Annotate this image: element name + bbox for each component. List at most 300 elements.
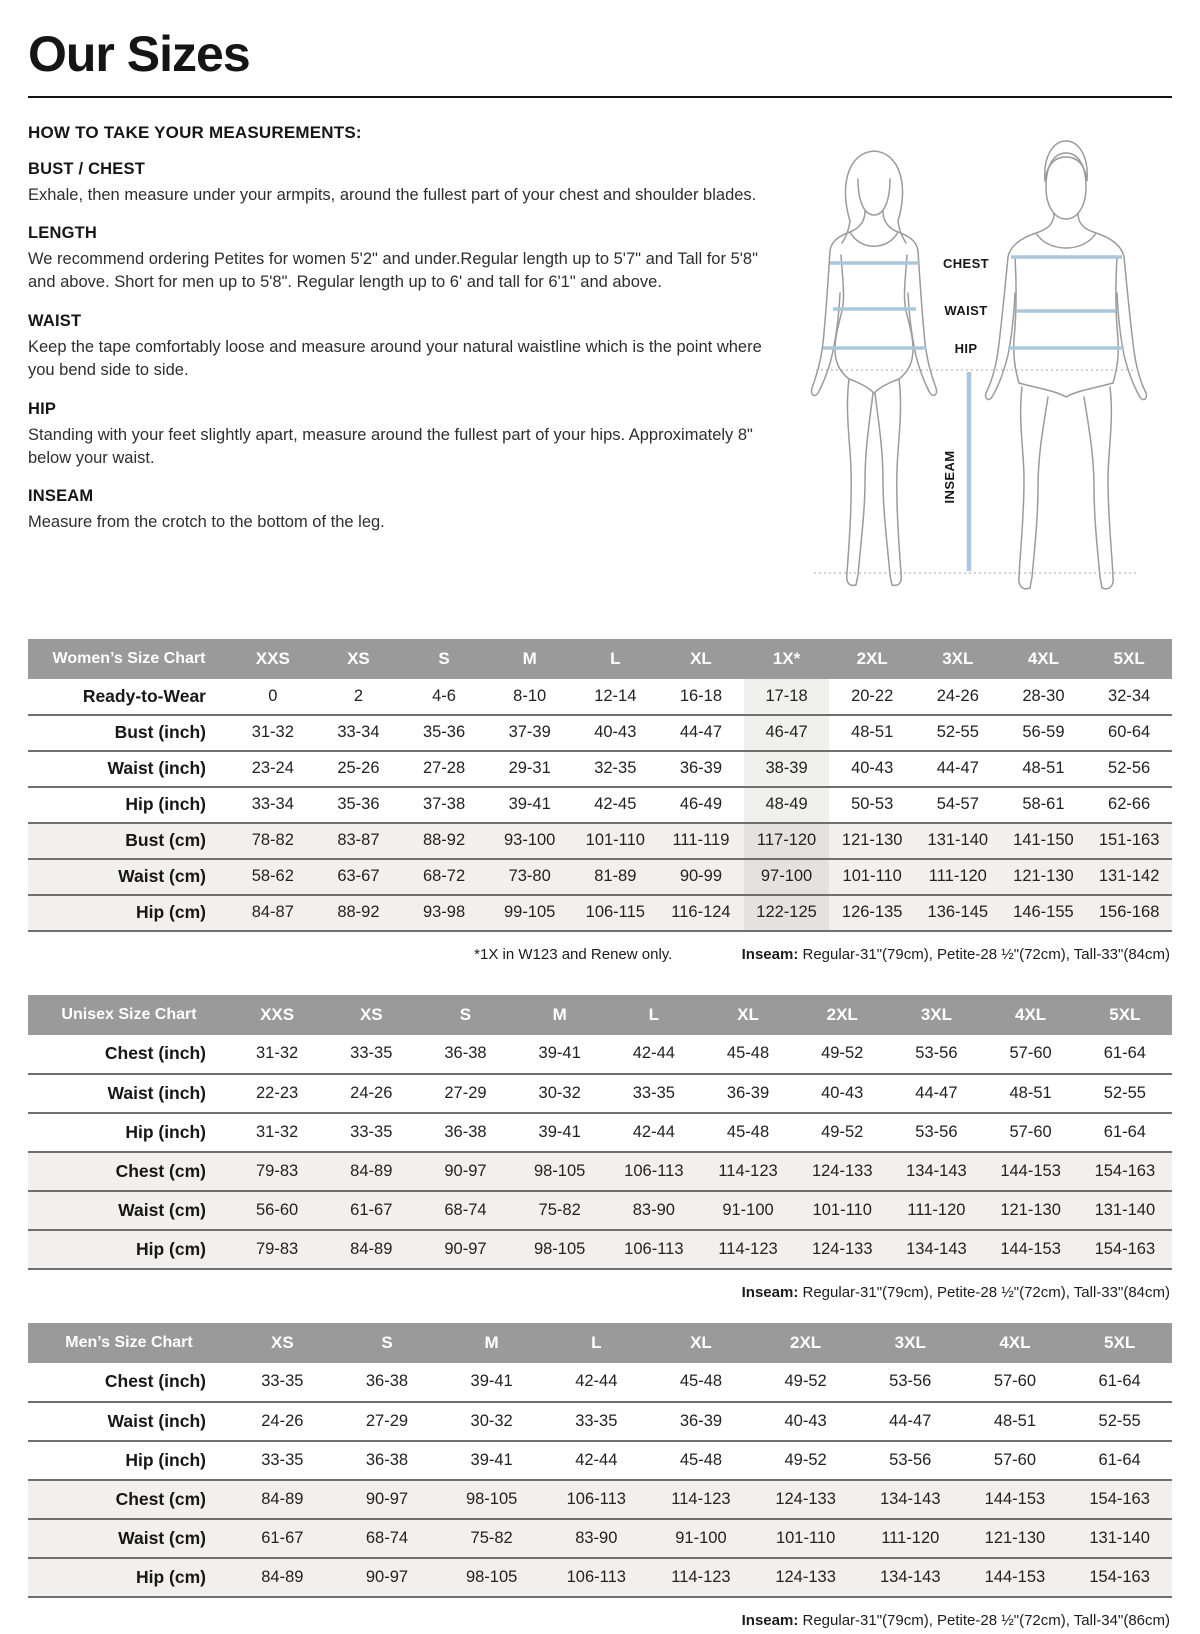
size-cell: 121-130 bbox=[841, 831, 903, 849]
size-cell: 54-57 bbox=[936, 795, 979, 813]
size-cell: 83-87 bbox=[337, 831, 380, 849]
size-cell: 40-43 bbox=[821, 1083, 864, 1102]
inseam-note-text: Regular-31"(79cm), Petite-28 ½"(72cm), Tall-33"(84cm) bbox=[798, 1283, 1170, 1301]
size-cell: 8-10 bbox=[513, 686, 547, 705]
size-cell: 33-35 bbox=[350, 1122, 393, 1141]
column-header: 2XL bbox=[753, 1323, 858, 1363]
size-cell: 36-38 bbox=[365, 1450, 409, 1469]
male-figure bbox=[986, 141, 1147, 589]
size-cell: 53-56 bbox=[915, 1122, 958, 1141]
column-header: L bbox=[607, 995, 701, 1035]
size-cell: 124-133 bbox=[775, 1489, 836, 1508]
size-cell: 106-113 bbox=[566, 1567, 626, 1586]
size-cell: 31-32 bbox=[251, 723, 294, 741]
instructions-column bbox=[28, 123, 770, 535]
mens-size-chart bbox=[28, 1323, 1172, 1598]
column-header: 5XL bbox=[1086, 639, 1172, 679]
table-row bbox=[28, 895, 1172, 931]
column-header: XL bbox=[649, 1323, 754, 1363]
size-cell: 111-120 bbox=[881, 1528, 940, 1547]
mens-table-notes bbox=[28, 1612, 1172, 1634]
column-header: S bbox=[335, 1323, 440, 1363]
mens-inseam-note bbox=[742, 1612, 1170, 1629]
size-cell: 83-90 bbox=[632, 1200, 675, 1219]
size-cell: 124-133 bbox=[775, 1567, 836, 1586]
size-cell: 25-26 bbox=[337, 759, 380, 777]
column-header: 4XL bbox=[963, 1323, 1068, 1363]
section-title-bust-chest: BUST / CHEST bbox=[28, 159, 145, 178]
size-cell: 91-100 bbox=[722, 1200, 774, 1219]
size-cell: 16-18 bbox=[679, 686, 723, 705]
section-title-length: LENGTH bbox=[28, 223, 98, 242]
section-title-inseam: INSEAM bbox=[28, 487, 94, 506]
column-header: S bbox=[401, 639, 487, 679]
size-cell: 101-110 bbox=[842, 867, 902, 885]
size-cell: 23-24 bbox=[251, 759, 294, 777]
row-label: Waist (inch) bbox=[107, 758, 206, 778]
size-cell: 111-119 bbox=[672, 831, 730, 849]
unisex-inseam-note bbox=[742, 1284, 1170, 1301]
size-cell: 146-155 bbox=[1013, 903, 1074, 921]
female-figure bbox=[812, 151, 937, 585]
waist-label: WAIST bbox=[944, 302, 988, 318]
size-cell: 60-64 bbox=[1108, 723, 1151, 741]
size-cell: 33-34 bbox=[251, 795, 294, 813]
size-cell: 38-39 bbox=[744, 751, 830, 787]
size-cell: 134-143 bbox=[906, 1239, 967, 1258]
header-row bbox=[28, 639, 1172, 679]
size-cell: 53-56 bbox=[889, 1450, 932, 1469]
size-cell: 35-36 bbox=[337, 795, 380, 813]
measurement-instructions-section bbox=[28, 123, 1172, 601]
size-cell: 33-35 bbox=[261, 1450, 304, 1469]
inseam-note-text: Regular-31"(79cm), Petite-28 ½"(72cm), Tall-33"(84cm) bbox=[798, 945, 1170, 963]
size-cell: 106-115 bbox=[585, 903, 645, 921]
row-label: Waist (inch) bbox=[107, 1082, 206, 1103]
size-cell: 52-55 bbox=[1103, 1083, 1146, 1102]
size-cell: 93-98 bbox=[422, 903, 466, 921]
size-cell: 45-48 bbox=[726, 1122, 770, 1141]
row-label: Hip (cm) bbox=[136, 902, 206, 922]
size-cell: 31-32 bbox=[255, 1044, 299, 1062]
size-cell: 97-100 bbox=[744, 859, 830, 895]
size-cell: 131-140 bbox=[1094, 1200, 1156, 1219]
table-title: Women’s Size Chart bbox=[28, 639, 230, 679]
size-cell: 63-67 bbox=[337, 867, 380, 885]
size-cell: 61-67 bbox=[261, 1528, 304, 1547]
size-cell: 61-64 bbox=[1098, 1372, 1141, 1390]
page-title: Our Sizes bbox=[28, 26, 250, 82]
size-cell: 35-36 bbox=[422, 723, 466, 741]
table-title: Men’s Size Chart bbox=[28, 1323, 230, 1363]
size-cell: 154-163 bbox=[1089, 1567, 1150, 1586]
row-label: Chest (cm) bbox=[115, 1160, 206, 1181]
size-cell: 33-35 bbox=[350, 1044, 393, 1062]
row-label: Waist (cm) bbox=[118, 866, 206, 886]
size-cell: 46-49 bbox=[679, 795, 723, 813]
size-cell: 33-35 bbox=[575, 1411, 618, 1430]
size-cell: 42-44 bbox=[575, 1450, 618, 1469]
table-row bbox=[28, 1558, 1172, 1597]
size-cell: 33-35 bbox=[261, 1372, 304, 1390]
size-cell: 62-66 bbox=[1108, 795, 1151, 813]
row-label: Bust (cm) bbox=[125, 830, 206, 850]
column-header: M bbox=[513, 995, 607, 1035]
table-row bbox=[28, 823, 1172, 859]
size-cell: 88-92 bbox=[337, 903, 380, 921]
table-row bbox=[28, 1441, 1172, 1480]
size-cell: 57-60 bbox=[993, 1450, 1037, 1469]
unisex-size-table bbox=[28, 995, 1172, 1270]
column-header: XS bbox=[230, 1323, 335, 1363]
size-cell: 114-123 bbox=[671, 1567, 731, 1586]
section-body-waist: Keep the tape comfortably loose and measure around your natural waistline which is the point where you bend side to side. bbox=[28, 337, 762, 380]
size-cell: 93-100 bbox=[503, 831, 556, 849]
size-cell: 88-92 bbox=[422, 831, 466, 849]
size-cell: 49-52 bbox=[784, 1372, 827, 1390]
size-cell: 39-41 bbox=[470, 1372, 513, 1390]
table-title: Unisex Size Chart bbox=[28, 995, 230, 1035]
size-cell: 40-43 bbox=[851, 759, 894, 777]
size-cell: 136-145 bbox=[927, 903, 989, 921]
inseam-note-text: Regular-31"(79cm), Petite-28 ½"(72cm), Tall-34"(86cm) bbox=[798, 1611, 1170, 1629]
row-label: Hip (cm) bbox=[136, 1566, 206, 1587]
size-cell: 84-89 bbox=[350, 1161, 393, 1180]
size-cell: 39-41 bbox=[538, 1044, 581, 1062]
size-cell: 45-48 bbox=[726, 1044, 770, 1062]
header-row bbox=[28, 995, 1172, 1035]
size-cell: 24-26 bbox=[350, 1083, 393, 1102]
size-cell: 106-113 bbox=[566, 1489, 626, 1508]
size-cell: 83-90 bbox=[575, 1528, 618, 1547]
size-cell: 40-43 bbox=[784, 1411, 827, 1430]
size-cell: 131-142 bbox=[1098, 867, 1160, 885]
column-header: 3XL bbox=[915, 639, 1001, 679]
row-label: Ready-to-Wear bbox=[82, 685, 206, 706]
section-title-hip: HIP bbox=[28, 399, 57, 418]
size-cell: 49-52 bbox=[821, 1122, 864, 1141]
section-body-inseam: Measure from the crotch to the bottom of the leg. bbox=[28, 513, 385, 532]
row-label: Hip (inch) bbox=[125, 1449, 206, 1470]
unisex-table-notes bbox=[28, 1284, 1172, 1306]
size-cell: 116-124 bbox=[671, 903, 731, 921]
size-cell: 156-168 bbox=[1098, 903, 1160, 921]
size-cell: 45-48 bbox=[679, 1372, 723, 1390]
size-cell: 98-105 bbox=[533, 1239, 586, 1258]
table-row bbox=[28, 1035, 1172, 1074]
size-cell: 57-60 bbox=[1009, 1044, 1052, 1062]
table-row bbox=[28, 1152, 1172, 1191]
size-cell: 134-143 bbox=[906, 1161, 967, 1180]
row-label: Bust (inch) bbox=[114, 722, 206, 742]
size-cell: 44-47 bbox=[915, 1083, 958, 1102]
size-cell: 48-51 bbox=[851, 723, 894, 741]
row-label: Chest (inch) bbox=[104, 1043, 206, 1063]
size-cell: 124-133 bbox=[811, 1239, 873, 1258]
column-header: L bbox=[573, 639, 659, 679]
size-cell: 75-82 bbox=[470, 1528, 513, 1547]
size-cell: 90-97 bbox=[444, 1239, 487, 1258]
size-cell: 57-60 bbox=[1009, 1122, 1052, 1141]
size-cell: 101-110 bbox=[585, 831, 645, 849]
size-cell: 52-55 bbox=[1098, 1411, 1141, 1430]
size-cell: 154-163 bbox=[1089, 1489, 1150, 1508]
size-cell: 57-60 bbox=[993, 1372, 1037, 1390]
size-cell: 106-113 bbox=[624, 1239, 684, 1258]
hip-label: HIP bbox=[954, 340, 978, 356]
size-cell: 114-123 bbox=[671, 1489, 731, 1508]
size-cell: 101-110 bbox=[812, 1200, 872, 1219]
size-cell: 114-123 bbox=[718, 1239, 778, 1258]
table-row bbox=[28, 1113, 1172, 1152]
size-cell: 90-97 bbox=[444, 1161, 487, 1180]
size-cell: 98-105 bbox=[533, 1161, 586, 1180]
column-header: 3XL bbox=[858, 1323, 963, 1363]
column-header: 2XL bbox=[795, 995, 889, 1035]
size-cell: 117-120 bbox=[744, 823, 830, 859]
size-cell: 144-153 bbox=[1000, 1161, 1061, 1180]
size-cell: 56-59 bbox=[1022, 723, 1065, 741]
size-cell: 2 bbox=[353, 686, 364, 705]
table-row bbox=[28, 679, 1172, 715]
womens-1x-footnote: *1X in W123 and Renew only. bbox=[474, 945, 673, 963]
size-cell: 131-140 bbox=[1089, 1528, 1150, 1547]
size-cell: 84-89 bbox=[261, 1567, 304, 1586]
section-title-waist: WAIST bbox=[28, 311, 82, 330]
size-cell: 49-52 bbox=[821, 1044, 864, 1062]
size-cell: 121-130 bbox=[1000, 1200, 1061, 1219]
size-cell: 121-130 bbox=[1013, 867, 1074, 885]
womens-table-notes bbox=[28, 946, 1172, 968]
size-cell: 22-23 bbox=[255, 1083, 299, 1102]
header-row bbox=[28, 1323, 1172, 1363]
size-cell: 141-150 bbox=[1013, 831, 1074, 849]
size-cell: 24-26 bbox=[261, 1411, 304, 1430]
size-cell: 84-89 bbox=[350, 1239, 393, 1258]
unisex-size-chart bbox=[28, 995, 1172, 1270]
size-cell: 90-97 bbox=[365, 1489, 409, 1508]
table-row bbox=[28, 1230, 1172, 1269]
size-cell: 4-6 bbox=[432, 686, 456, 705]
size-cell: 58-61 bbox=[1022, 795, 1065, 813]
column-header: XXS bbox=[230, 995, 324, 1035]
size-cell: 30-32 bbox=[538, 1083, 581, 1102]
size-cell: 98-105 bbox=[465, 1489, 518, 1508]
size-cell: 44-47 bbox=[889, 1411, 932, 1430]
size-cell: 90-99 bbox=[679, 867, 723, 885]
column-header: M bbox=[487, 639, 573, 679]
size-cell: 32-35 bbox=[594, 759, 637, 777]
size-cell: 48-49 bbox=[744, 787, 830, 823]
size-cell: 37-39 bbox=[508, 723, 551, 741]
column-header: M bbox=[439, 1323, 544, 1363]
inseam-label: INSEAM bbox=[942, 450, 957, 503]
size-cell: 79-83 bbox=[255, 1161, 299, 1180]
column-header: 4XL bbox=[1001, 639, 1087, 679]
column-header: 5XL bbox=[1078, 995, 1172, 1035]
size-cell: 111-120 bbox=[907, 1200, 966, 1219]
row-label: Waist (cm) bbox=[118, 1199, 206, 1220]
size-cell: 36-38 bbox=[444, 1044, 487, 1062]
size-cell: 12-14 bbox=[594, 686, 637, 705]
size-cell: 48-51 bbox=[1009, 1083, 1052, 1102]
size-cell: 27-28 bbox=[422, 759, 466, 777]
size-cell: 44-47 bbox=[679, 723, 723, 741]
size-cell: 29-31 bbox=[508, 759, 551, 777]
size-cell: 32-34 bbox=[1108, 686, 1151, 705]
size-cell: 154-163 bbox=[1094, 1239, 1156, 1258]
chest-label: CHEST bbox=[942, 255, 990, 271]
size-cell: 33-34 bbox=[337, 723, 380, 741]
inseam-note-label: Inseam: bbox=[741, 1283, 799, 1301]
size-cell: 84-87 bbox=[251, 903, 294, 921]
size-cell: 52-56 bbox=[1108, 759, 1151, 777]
size-tables-area bbox=[28, 639, 1172, 1634]
inseam-note-label: Inseam: bbox=[741, 945, 799, 963]
table-row bbox=[28, 1519, 1172, 1558]
column-header: 1X* bbox=[744, 639, 830, 679]
size-cell: 40-43 bbox=[594, 723, 637, 741]
size-cell: 84-89 bbox=[261, 1489, 304, 1508]
row-label: Hip (inch) bbox=[125, 794, 206, 814]
womens-size-chart bbox=[28, 639, 1172, 932]
body-measurement-diagram bbox=[786, 125, 1166, 605]
size-cell: 90-97 bbox=[365, 1567, 409, 1586]
size-cell: 111-120 bbox=[928, 867, 987, 885]
size-cell: 114-123 bbox=[718, 1161, 778, 1180]
size-cell: 68-74 bbox=[444, 1200, 487, 1219]
size-cell: 48-51 bbox=[993, 1411, 1037, 1430]
size-cell: 30-32 bbox=[470, 1411, 513, 1430]
size-cell: 144-153 bbox=[984, 1489, 1046, 1508]
size-cell: 52-55 bbox=[936, 723, 979, 741]
size-cell: 134-143 bbox=[879, 1567, 941, 1586]
size-cell: 75-82 bbox=[538, 1200, 581, 1219]
column-header: 3XL bbox=[889, 995, 983, 1035]
size-cell: 36-38 bbox=[444, 1122, 487, 1141]
size-cell: 42-44 bbox=[632, 1044, 675, 1062]
size-cell: 106-113 bbox=[624, 1161, 684, 1180]
size-cell: 24-26 bbox=[936, 686, 979, 705]
row-label: Chest (cm) bbox=[115, 1488, 206, 1509]
size-cell: 28-30 bbox=[1022, 686, 1065, 705]
size-cell: 78-82 bbox=[251, 831, 294, 849]
size-cell: 36-39 bbox=[679, 759, 723, 777]
size-cell: 39-41 bbox=[508, 795, 551, 813]
section-body-bust-chest: Exhale, then measure under your armpits, around the fullest part of your chest and shoulder blades. bbox=[28, 185, 757, 204]
size-cell: 151-163 bbox=[1098, 831, 1160, 849]
size-cell: 42-44 bbox=[575, 1372, 618, 1390]
size-cell: 122-125 bbox=[744, 895, 830, 931]
size-cell: 91-100 bbox=[675, 1528, 727, 1547]
table-row bbox=[28, 1480, 1172, 1519]
inseam-note-label: Inseam: bbox=[741, 1611, 799, 1629]
size-cell: 53-56 bbox=[915, 1044, 958, 1062]
size-cell: 48-51 bbox=[1022, 759, 1065, 777]
size-cell: 154-163 bbox=[1094, 1161, 1156, 1180]
size-cell: 58-62 bbox=[251, 867, 294, 885]
column-header: L bbox=[544, 1323, 649, 1363]
size-cell: 101-110 bbox=[775, 1528, 836, 1547]
size-cell: 46-47 bbox=[744, 715, 830, 751]
size-cell: 61-64 bbox=[1098, 1450, 1141, 1469]
size-cell: 42-44 bbox=[632, 1122, 675, 1141]
instructions-heading: HOW TO TAKE YOUR MEASUREMENTS: bbox=[28, 122, 362, 142]
size-cell: 45-48 bbox=[679, 1450, 723, 1469]
womens-inseam-note bbox=[742, 946, 1170, 963]
size-cell: 37-38 bbox=[422, 795, 466, 813]
size-cell: 17-18 bbox=[744, 679, 830, 715]
row-label: Hip (inch) bbox=[125, 1121, 206, 1142]
size-cell: 20-22 bbox=[851, 686, 894, 705]
size-cell: 79-83 bbox=[255, 1239, 299, 1258]
column-header: XS bbox=[324, 995, 418, 1035]
size-cell: 44-47 bbox=[936, 759, 979, 777]
size-cell: 81-89 bbox=[594, 867, 637, 885]
size-cell: 98-105 bbox=[465, 1567, 518, 1586]
column-header: XS bbox=[316, 639, 402, 679]
size-cell: 49-52 bbox=[784, 1450, 827, 1469]
row-label: Hip (cm) bbox=[136, 1238, 206, 1259]
size-cell: 73-80 bbox=[508, 867, 551, 885]
column-header: 4XL bbox=[984, 995, 1078, 1035]
size-cell: 36-39 bbox=[679, 1411, 723, 1430]
size-cell: 56-60 bbox=[255, 1200, 299, 1219]
womens-size-table bbox=[28, 639, 1172, 932]
mens-size-table bbox=[28, 1323, 1172, 1598]
size-cell: 39-41 bbox=[538, 1122, 581, 1141]
title-divider bbox=[28, 96, 1172, 98]
size-cell: 27-29 bbox=[365, 1411, 409, 1430]
size-cell: 68-74 bbox=[365, 1528, 409, 1547]
table-row bbox=[28, 1074, 1172, 1113]
size-cell: 99-105 bbox=[503, 903, 556, 921]
size-cell: 31-32 bbox=[255, 1122, 299, 1141]
size-cell: 68-72 bbox=[422, 867, 466, 885]
size-cell: 36-39 bbox=[726, 1083, 770, 1102]
size-cell: 50-53 bbox=[851, 795, 894, 813]
table-row bbox=[28, 859, 1172, 895]
table-row bbox=[28, 715, 1172, 751]
size-cell: 124-133 bbox=[811, 1161, 873, 1180]
row-label: Chest (inch) bbox=[104, 1371, 206, 1391]
table-row bbox=[28, 1402, 1172, 1441]
size-cell: 27-29 bbox=[444, 1083, 487, 1102]
size-cell: 0 bbox=[268, 686, 278, 705]
size-cell: 134-143 bbox=[879, 1489, 941, 1508]
size-cell: 39-41 bbox=[470, 1450, 513, 1469]
size-cell: 61-64 bbox=[1103, 1044, 1146, 1062]
size-cell: 144-153 bbox=[984, 1567, 1046, 1586]
size-cell: 61-64 bbox=[1103, 1122, 1146, 1141]
size-cell: 42-45 bbox=[594, 795, 637, 813]
column-header: 5XL bbox=[1067, 1323, 1172, 1363]
column-header: 2XL bbox=[829, 639, 915, 679]
size-cell: 33-35 bbox=[632, 1083, 675, 1102]
measurement-figures-illustration bbox=[786, 125, 1166, 605]
column-header: XL bbox=[701, 995, 795, 1035]
row-label: Waist (inch) bbox=[107, 1410, 206, 1431]
size-cell: 61-67 bbox=[350, 1200, 393, 1219]
table-row bbox=[28, 751, 1172, 787]
size-cell: 131-140 bbox=[927, 831, 989, 849]
size-cell: 36-38 bbox=[365, 1372, 409, 1390]
size-cell: 121-130 bbox=[984, 1528, 1046, 1547]
size-cell: 144-153 bbox=[1000, 1239, 1061, 1258]
size-cell: 53-56 bbox=[889, 1372, 932, 1390]
section-body-hip: Standing with your feet slightly apart, measure around the fullest part of your hips. Approximately 8" below your waist. bbox=[28, 425, 753, 468]
row-label: Waist (cm) bbox=[118, 1527, 206, 1548]
